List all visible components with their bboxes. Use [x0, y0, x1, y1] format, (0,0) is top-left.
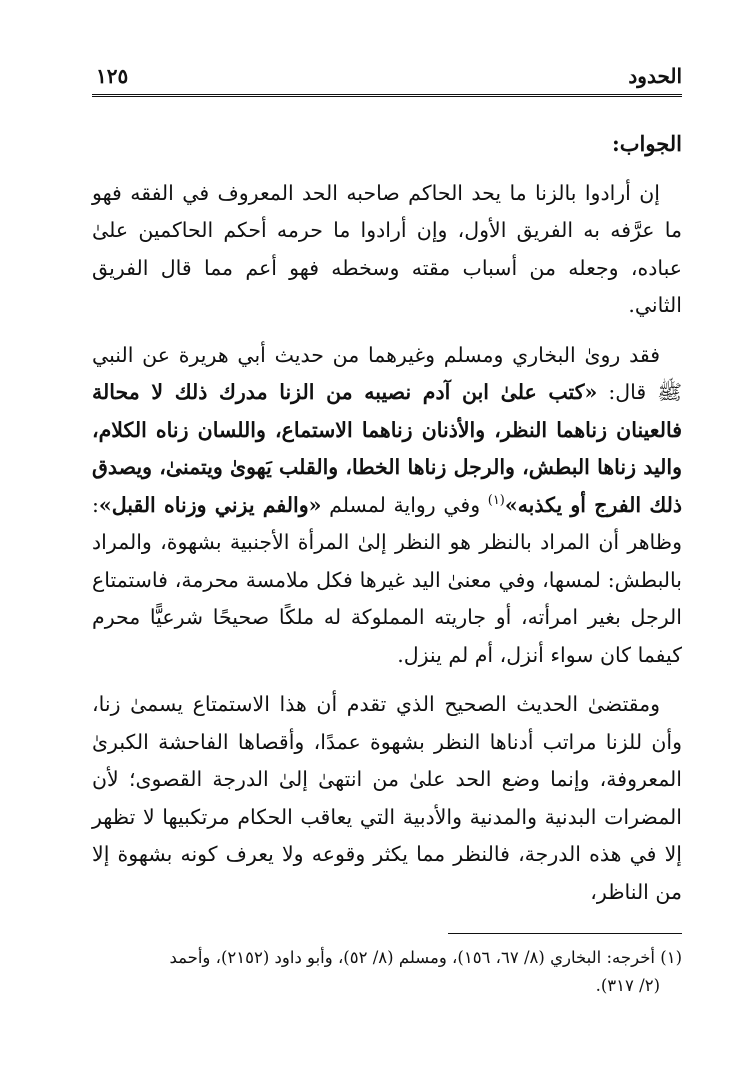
section-heading: الجواب: — [612, 131, 682, 156]
running-header — [92, 60, 682, 94]
body-text — [92, 125, 682, 911]
hadith-variant-intro: وفي رواية لمسلم — [321, 492, 488, 517]
footnote-1-line-2: (٢/ ٣١٧). — [595, 976, 660, 995]
paragraph-conclusion: ومقتضىٰ الحديث الصحيح الذي تقدم أن هذا الاستمتاع يسمىٰ زنا، وأن للزنا مراتب أدناها النظر بشهوة عمدًا، وأقصاها الفاحشة الكبرىٰ المعروفة، وإنما وضع الحد علىٰ من انتهىٰ إلىٰ الدرجة القصوى؛ لأن المضرات البدنية والمدنية والأدبية التي يعاقب الحكام مرتكبيها لا تظهر إلا في هذه الدرجة، فالنظر مما يكثر وقوعه ولا يعرف كونه بشهوة إلا من الناظر، — [92, 692, 682, 904]
hadith-intro: فقد روىٰ البخاري ومسلم وغيرهما من حديث أبي هريرة عن النبي ﷺ قال: — [92, 342, 682, 404]
book-page — [92, 60, 682, 1060]
footnote-reference: (١) — [487, 492, 505, 508]
chapter-title: الحدود — [628, 64, 682, 88]
paragraph-hadith — [92, 337, 682, 675]
paragraph-answer: إن أرادوا بالزنا ما يحد الحاكم صاحبه الحد المعروف في الفقه فهو ما عرَّفه به الفريق الأول، وإن أرادوا ما حرمه أحكم الحاكمين علىٰ عباده، وجعله من أسباب مقته وسخطه فهو أعم مما قال الفريق الثاني. — [92, 180, 682, 317]
footnote-separator — [448, 933, 682, 934]
hadith-commentary: : وظاهر أن المراد بالنظر هو النظر إلىٰ المرأة الأجنبية بشهوة، والمراد بالبطش: لمسها، وفي معنىٰ اليد غيرها فكل ملامسة محرمة، فاستمتاع الرجل بغير امرأته، أو جاريته المملوكة له ملكًا صحيحًا شرعيًّا محرم كيفما كان سواء أنزل، أم لم ينزل. — [92, 492, 682, 667]
hadith-main-text: «كتب علىٰ ابن آدم نصيبه من الزنا مدرك ذلك لا محالة فالعينان زناهما النظر، والأذنان زناهما الاستماع، واللسان زناه الكلام، واليد زناها البطش، والرجل زناها الخطا، والقلب يَهوىٰ ويتمنىٰ، ويصدق ذلك الفرج أو يكذبه» — [92, 380, 682, 517]
header-double-rule — [92, 94, 682, 97]
footnote-1-line-1: (١) أخرجه: البخاري (٨/ ٦٧، ١٥٦)، ومسلم (٨/ ٥٢)، وأبو داود (٢١٥٢)، وأحمد — [169, 948, 682, 967]
page-number: ١٢٥ — [96, 64, 129, 88]
hadith-variant-text: «والفم يزني وزناه القبل» — [98, 492, 322, 517]
footnotes — [92, 944, 682, 1000]
